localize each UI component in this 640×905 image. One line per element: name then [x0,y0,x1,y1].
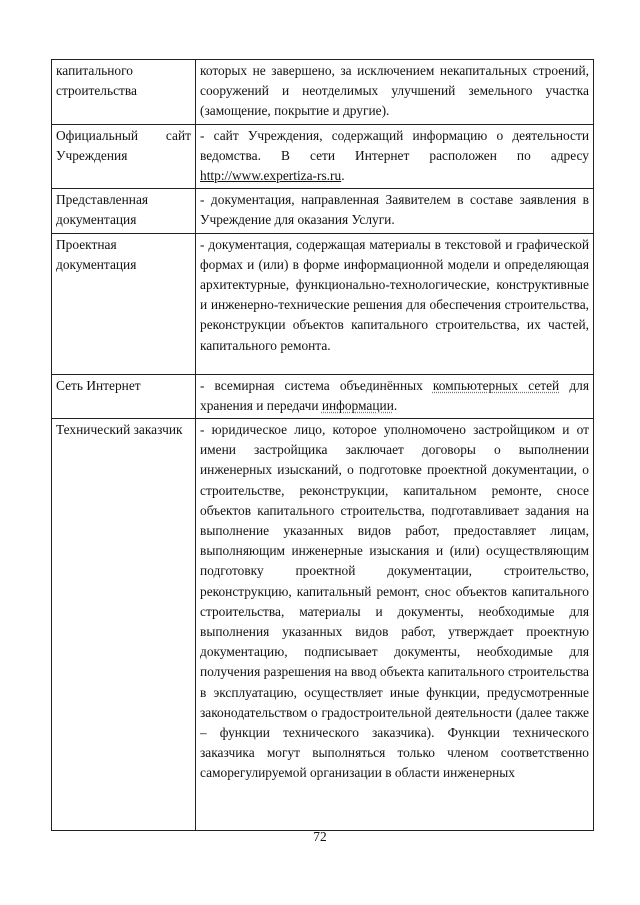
term-cell: капитального строительства [52,60,196,125]
website-link[interactable]: http://www.expertiza-rs.ru [200,168,342,184]
definition-text: . [393,397,398,413]
table-row [52,233,594,374]
table-row [52,60,594,125]
table-row [52,124,594,189]
definition-cell: - документация, направленная Заявителем в составе заявления в Учреждение для оказания Услуги. [196,189,594,233]
definition-cell: - юридическое лицо, которое уполномочено застройщиком и от имени застройщика заключает договоры о выполнении инженерных изысканий, о подготовке проектной документации, о строительстве, реконструкции, капитальном ремонте, сносе объектов капитального строительства, подготавливает задания на выполнение указанных видов работ, предоставляет лицам, выполняющим инженерные изыскания и (или) осуществляющим подготовку проектной документации, строительство, реконструкцию, капитальный ремонт, снос объектов капитального строительства, материалы и документы, необходимые для выполнения указанных видов работ, утверждает проектную документацию, подписывает документы, необходимые для получения разрешения на ввод объекта капитального строительства в эксплуатацию, осуществляет иные функции, предусмотренные законодательством о градостроительной деятельности (далее также – функции технического заказчика). Функции технического заказчика могут выполняться только членом соответственно саморегулируемой организации в области инженерных [196,419,594,831]
definition-text: для хранения и передачи [200,377,589,413]
term-cell: Официальный сайт Учреждения [52,124,196,189]
table-row [52,189,594,233]
definition-text: - сайт Учреждения, содержащий информацию о деятельности ведомства. В сети Интернет расположен по адресу [200,127,589,163]
definition-cell [196,124,594,189]
definition-cell: - документация, содержащая материалы в текстовой и графической формах и (или) в форме информационной модели и определяющая архитектурные, функционально-технологические, конструктивные и инженерно-технические решения для обеспечения строительства, реконструкции объектов капитального строительства, их частей, капитального ремонта. [196,233,594,374]
table-row [52,374,594,418]
term-cell: Проектная документация [52,233,196,374]
table-row [52,419,594,831]
definition-cell: которых не завершено, за исключением некапитальных строений, сооружений и неотделимых улучшений земельного участка (замощение, покрытие и другие). [196,60,594,125]
term-cell: Технический заказчик [52,419,196,831]
definition-cell [196,374,594,418]
page-number: 72 [313,829,327,844]
term-cell: Сеть Интернет [52,374,196,418]
definition-text: . [341,168,345,184]
computer-networks-link[interactable]: компьютерных сетей [432,377,560,393]
glossary-table [51,59,594,831]
definition-text: - всемирная система объединённых [200,377,433,393]
information-link[interactable]: информации [321,397,394,413]
term-cell: Представленная документация [52,189,196,233]
